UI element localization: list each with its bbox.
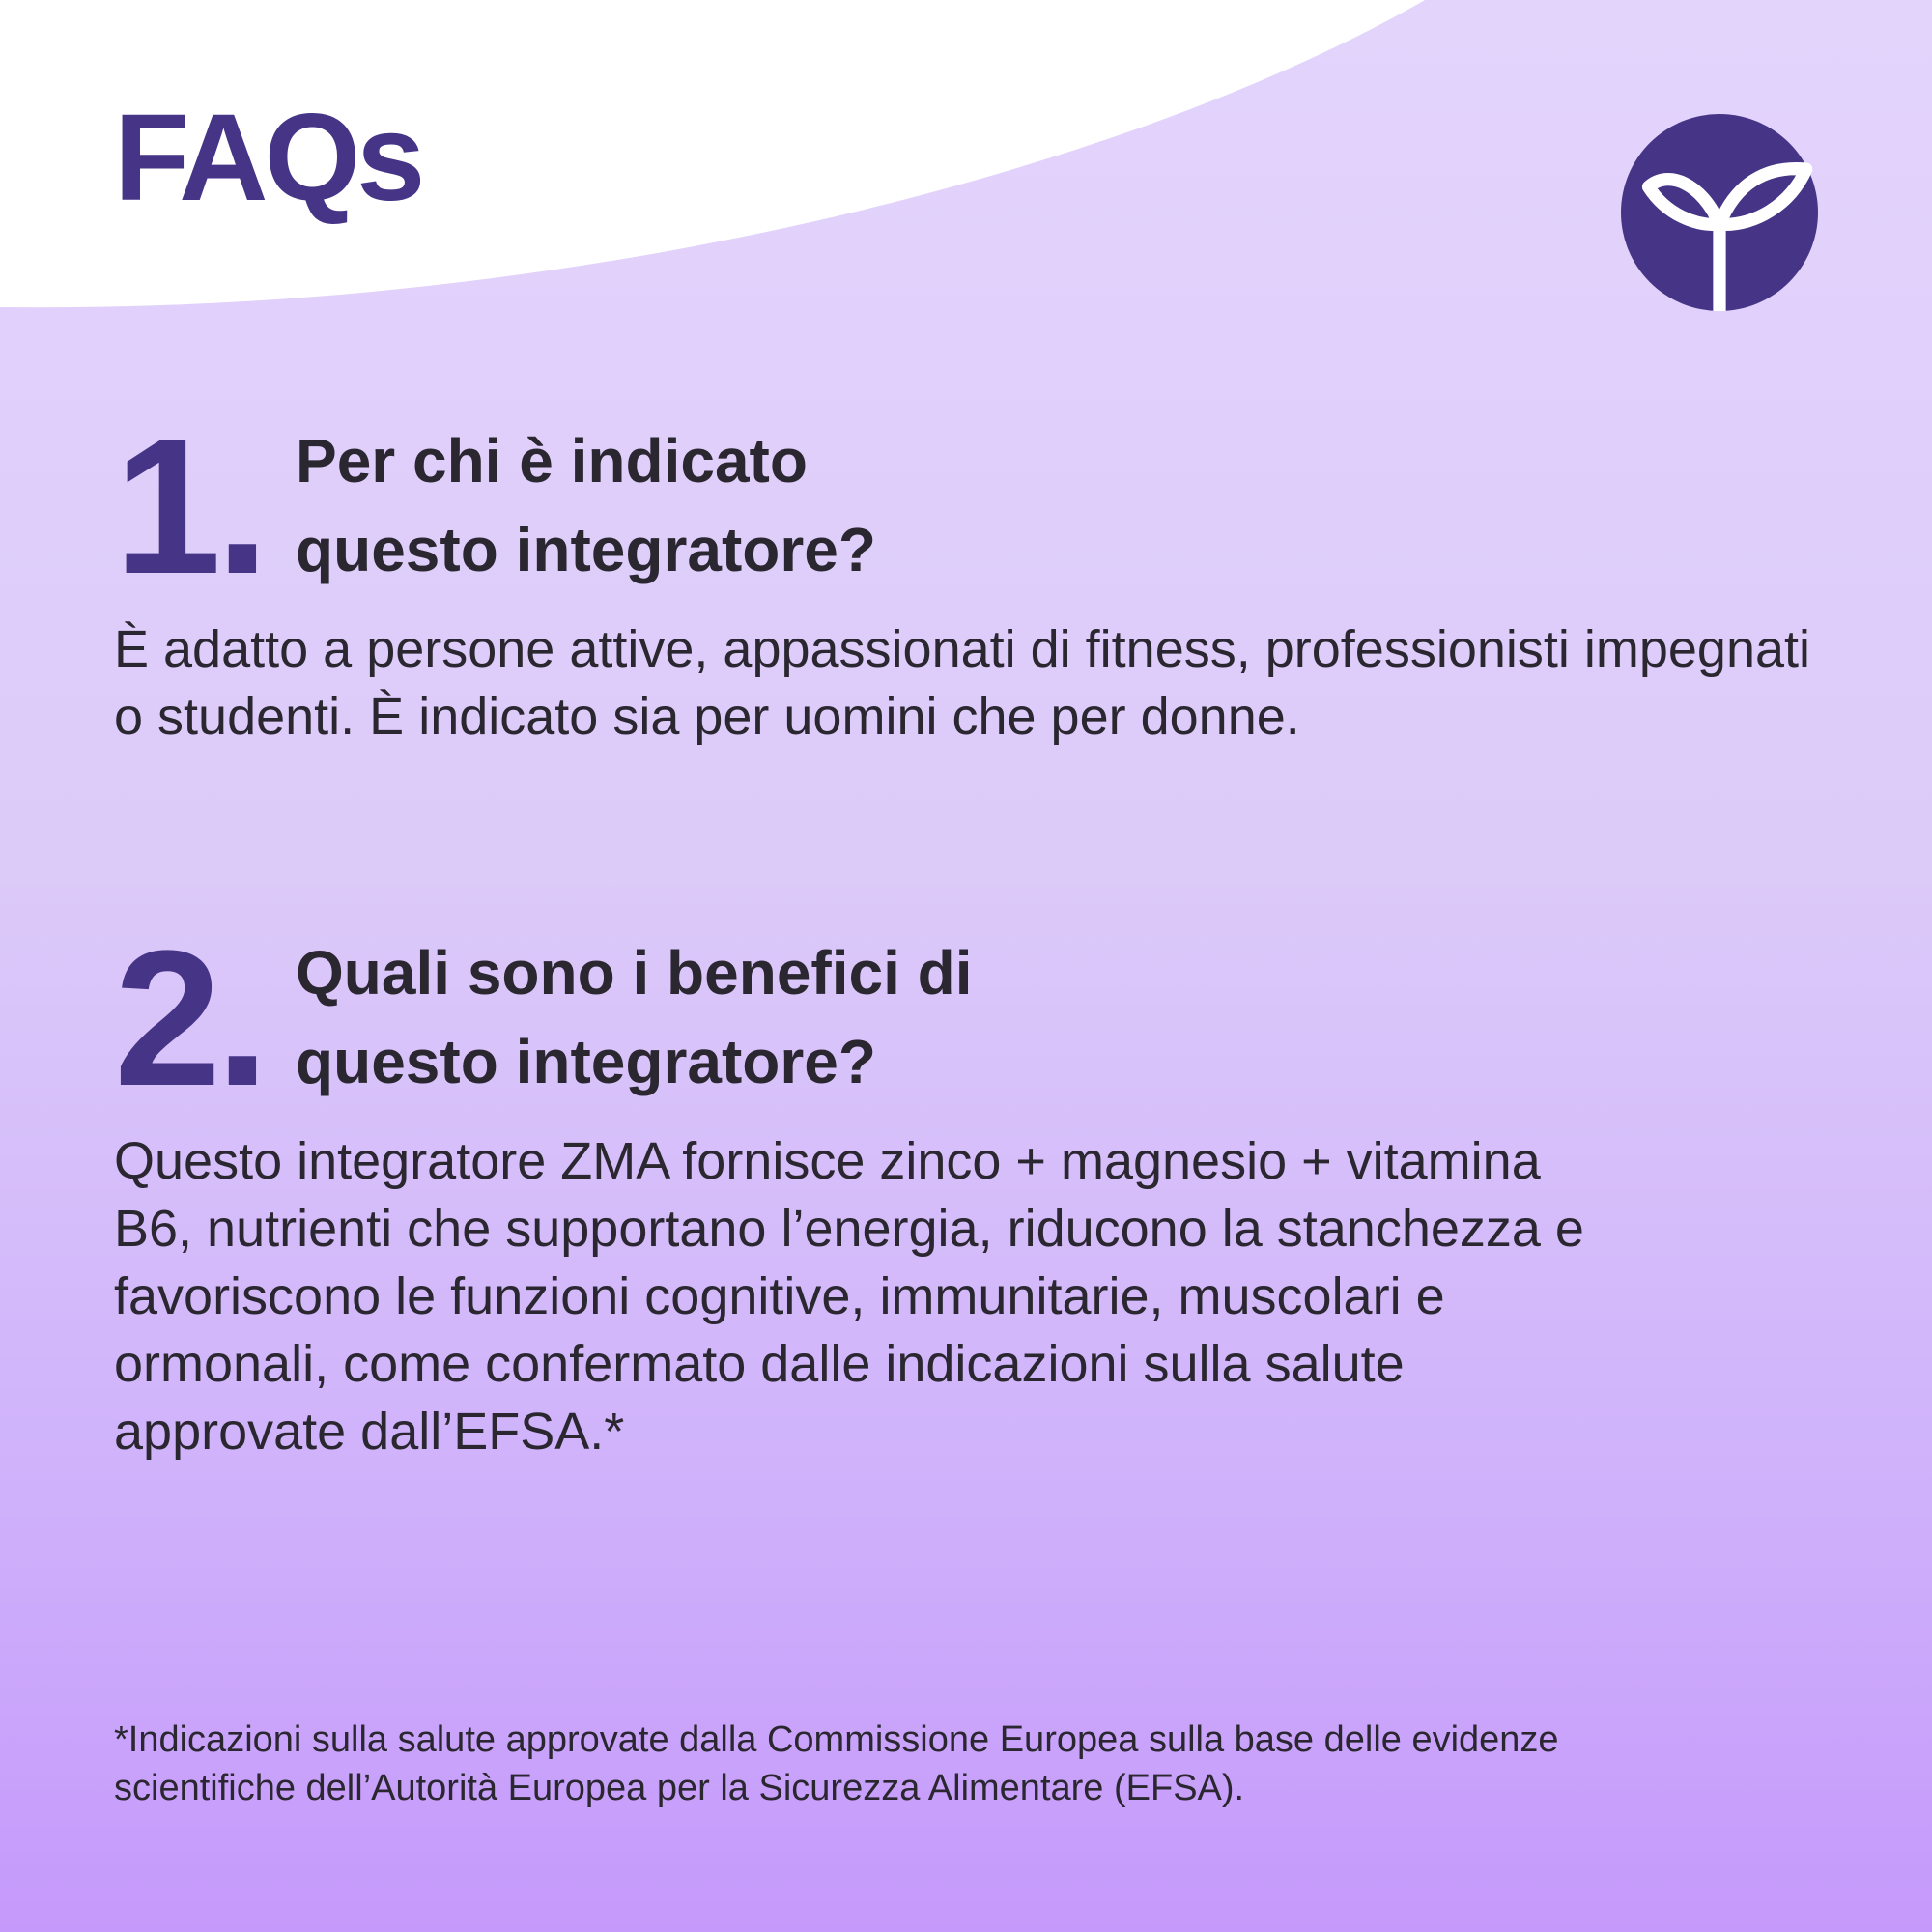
- faq-question: Per chi è indicato questo integratore?: [296, 426, 876, 584]
- faq-number: 2.: [114, 911, 264, 1126]
- faq-answer: È adatto a persone attive, appassionati di fitness, professionisti impegnati o studenti. È indicato sia per uomini che per donne.: [114, 620, 1811, 746]
- faq-answer: Questo integratore ZMA fornisce zinco + magnesio + vitamina B6, nutrienti che supportano l’energia, riducono la stanchezza e favoriscono le funzioni cognitive, immunitarie, muscolari e ormonali, come confermato dalle indicazioni sulla salute approvate dall’EFSA.*: [114, 1132, 1584, 1461]
- faq-number: 1.: [114, 399, 264, 614]
- footnote-disclaimer: *Indicazioni sulla salute approvate dalla Commissione Europea sulla base delle evidenze scientifiche dell’Autorità Europea per la Sicurezza Alimentare (EFSA).: [114, 1719, 1559, 1808]
- sprout-icon: [1621, 114, 1818, 311]
- faq-question: Quali sono i benefici di questo integratore?: [296, 938, 973, 1096]
- page-title: FAQs: [114, 89, 422, 227]
